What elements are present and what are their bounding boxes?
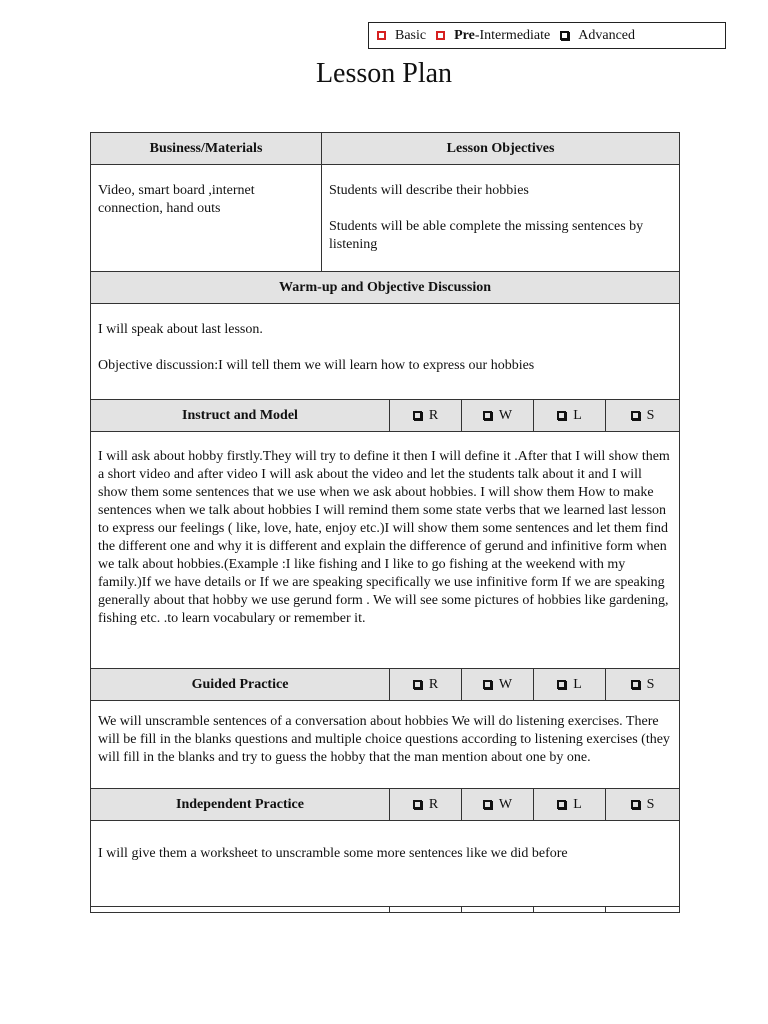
table-row — [91, 789, 680, 821]
level-basic[interactable] — [377, 28, 426, 44]
skill-label: S — [646, 676, 655, 692]
page-title: Lesson Plan — [315, 58, 453, 89]
warmup-cell — [91, 304, 680, 400]
cutoff-cell — [606, 907, 680, 913]
checkbox-icon[interactable] — [557, 411, 566, 420]
skill-label: S — [646, 796, 655, 812]
lesson-plan-table — [90, 132, 680, 913]
skill-label: L — [573, 796, 582, 812]
checkbox-icon[interactable] — [377, 31, 386, 40]
independent-header: Independent Practice — [91, 789, 390, 821]
independent-cell — [91, 821, 680, 907]
table-row — [91, 133, 680, 165]
instruct-cell — [91, 432, 680, 669]
skill-label: W — [498, 796, 513, 812]
guided-header: Guided Practice — [91, 669, 390, 701]
objectives-header: Lesson Objectives — [322, 133, 680, 165]
skill-label: R — [428, 407, 439, 423]
cutoff-cell — [91, 907, 390, 913]
skill-r[interactable] — [390, 400, 462, 432]
checkbox-icon[interactable] — [413, 800, 422, 809]
skill-w[interactable] — [462, 669, 534, 701]
objective-2: Students will be able complete the missing sentences by listening — [329, 219, 644, 252]
checkbox-icon[interactable] — [631, 680, 640, 689]
table-row — [91, 304, 680, 400]
skill-r[interactable] — [390, 789, 462, 821]
checkbox-icon[interactable] — [483, 411, 492, 420]
table-row — [91, 165, 680, 272]
checkbox-icon[interactable] — [557, 680, 566, 689]
independent-text: I will give them a worksheet to unscramble some more sentences like we did before — [98, 846, 568, 861]
level-pre-bold: Pre — [454, 27, 475, 43]
cutoff-cell — [534, 907, 606, 913]
table-row-cutoff — [91, 907, 680, 913]
table-row — [91, 821, 680, 907]
table-row — [91, 432, 680, 669]
skill-s[interactable] — [606, 789, 680, 821]
table-row — [91, 669, 680, 701]
skill-label: R — [428, 796, 439, 812]
skill-label: S — [646, 407, 655, 423]
skill-label: L — [573, 676, 582, 692]
cutoff-cell — [462, 907, 534, 913]
warmup-line-1: I will speak about last lesson. — [98, 322, 263, 337]
checkbox-icon[interactable] — [483, 800, 492, 809]
level-pre-intermediate[interactable] — [436, 28, 550, 44]
checkbox-icon[interactable] — [483, 680, 492, 689]
level-pre-rest: -Intermediate — [474, 27, 551, 43]
skill-label: L — [573, 407, 582, 423]
business-header: Business/Materials — [91, 133, 322, 165]
table-row — [91, 272, 680, 304]
skill-label: W — [498, 407, 513, 423]
checkbox-icon[interactable] — [557, 800, 566, 809]
warmup-header: Warm-up and Objective Discussion — [91, 272, 680, 304]
cutoff-cell — [390, 907, 462, 913]
business-cell — [91, 165, 322, 272]
checkbox-icon[interactable] — [631, 800, 640, 809]
skill-r[interactable] — [390, 669, 462, 701]
checkbox-icon[interactable] — [631, 411, 640, 420]
skill-s[interactable] — [606, 400, 680, 432]
checkbox-icon[interactable] — [413, 411, 422, 420]
checkbox-icon[interactable] — [413, 680, 422, 689]
business-text: Video, smart board ,internet connection, hand outs — [98, 183, 255, 216]
table-row — [91, 400, 680, 432]
table-row — [91, 701, 680, 789]
checkbox-icon[interactable] — [436, 31, 445, 40]
skill-label: W — [498, 676, 513, 692]
guided-text: We will unscramble sentences of a conversation about hobbies We will do listening exercises. There will be fill in the blanks questions and multiple choice questions according to listening exercises (they will fill in the blanks and try to guess the hobby that the man mention about one by one. — [98, 714, 670, 765]
skill-l[interactable] — [534, 669, 606, 701]
warmup-line-2: Objective discussion:I will tell them we will learn how to express our hobbies — [98, 358, 535, 373]
skill-label: R — [428, 676, 439, 692]
objectives-cell — [322, 165, 680, 272]
level-advanced-label: Advanced — [578, 27, 636, 43]
level-basic-label: Basic — [395, 27, 427, 43]
skill-l[interactable] — [534, 789, 606, 821]
skill-w[interactable] — [462, 400, 534, 432]
instruct-text: I will ask about hobby firstly.They will try to define it then I will define it .After that I will show them a short video and after video I will ask about the video and let the students talk about it and I will show them some sentences that we use when we ask about hobbies. I will show them How to make sentences when we talk about hobbies I will remind them some state verbs that we learned last lesson to express our feelings ( like, love, hate, enjoy etc.)I will show them some sentences and let them find the different one and why it is different and explain the difference of gerund and infinitive form when we talk about hobbies.(Example :I like fishing and I like to go fishing at the weekend with my family.)If we have details or If we are speaking specifically we use infinitive form If we are speaking generally about that hobby we use gerund form . We will see some pictures of hobbies like gardening, fishing etc. .to learn vocabulary or remember it. — [98, 449, 670, 626]
skill-s[interactable] — [606, 669, 680, 701]
skill-l[interactable] — [534, 400, 606, 432]
objective-1: Students will describe their hobbies — [329, 183, 529, 198]
checkbox-icon[interactable] — [560, 31, 569, 40]
level-advanced[interactable] — [560, 28, 635, 44]
instruct-header: Instruct and Model — [91, 400, 390, 432]
level-selector — [368, 22, 726, 49]
guided-cell — [91, 701, 680, 789]
skill-w[interactable] — [462, 789, 534, 821]
